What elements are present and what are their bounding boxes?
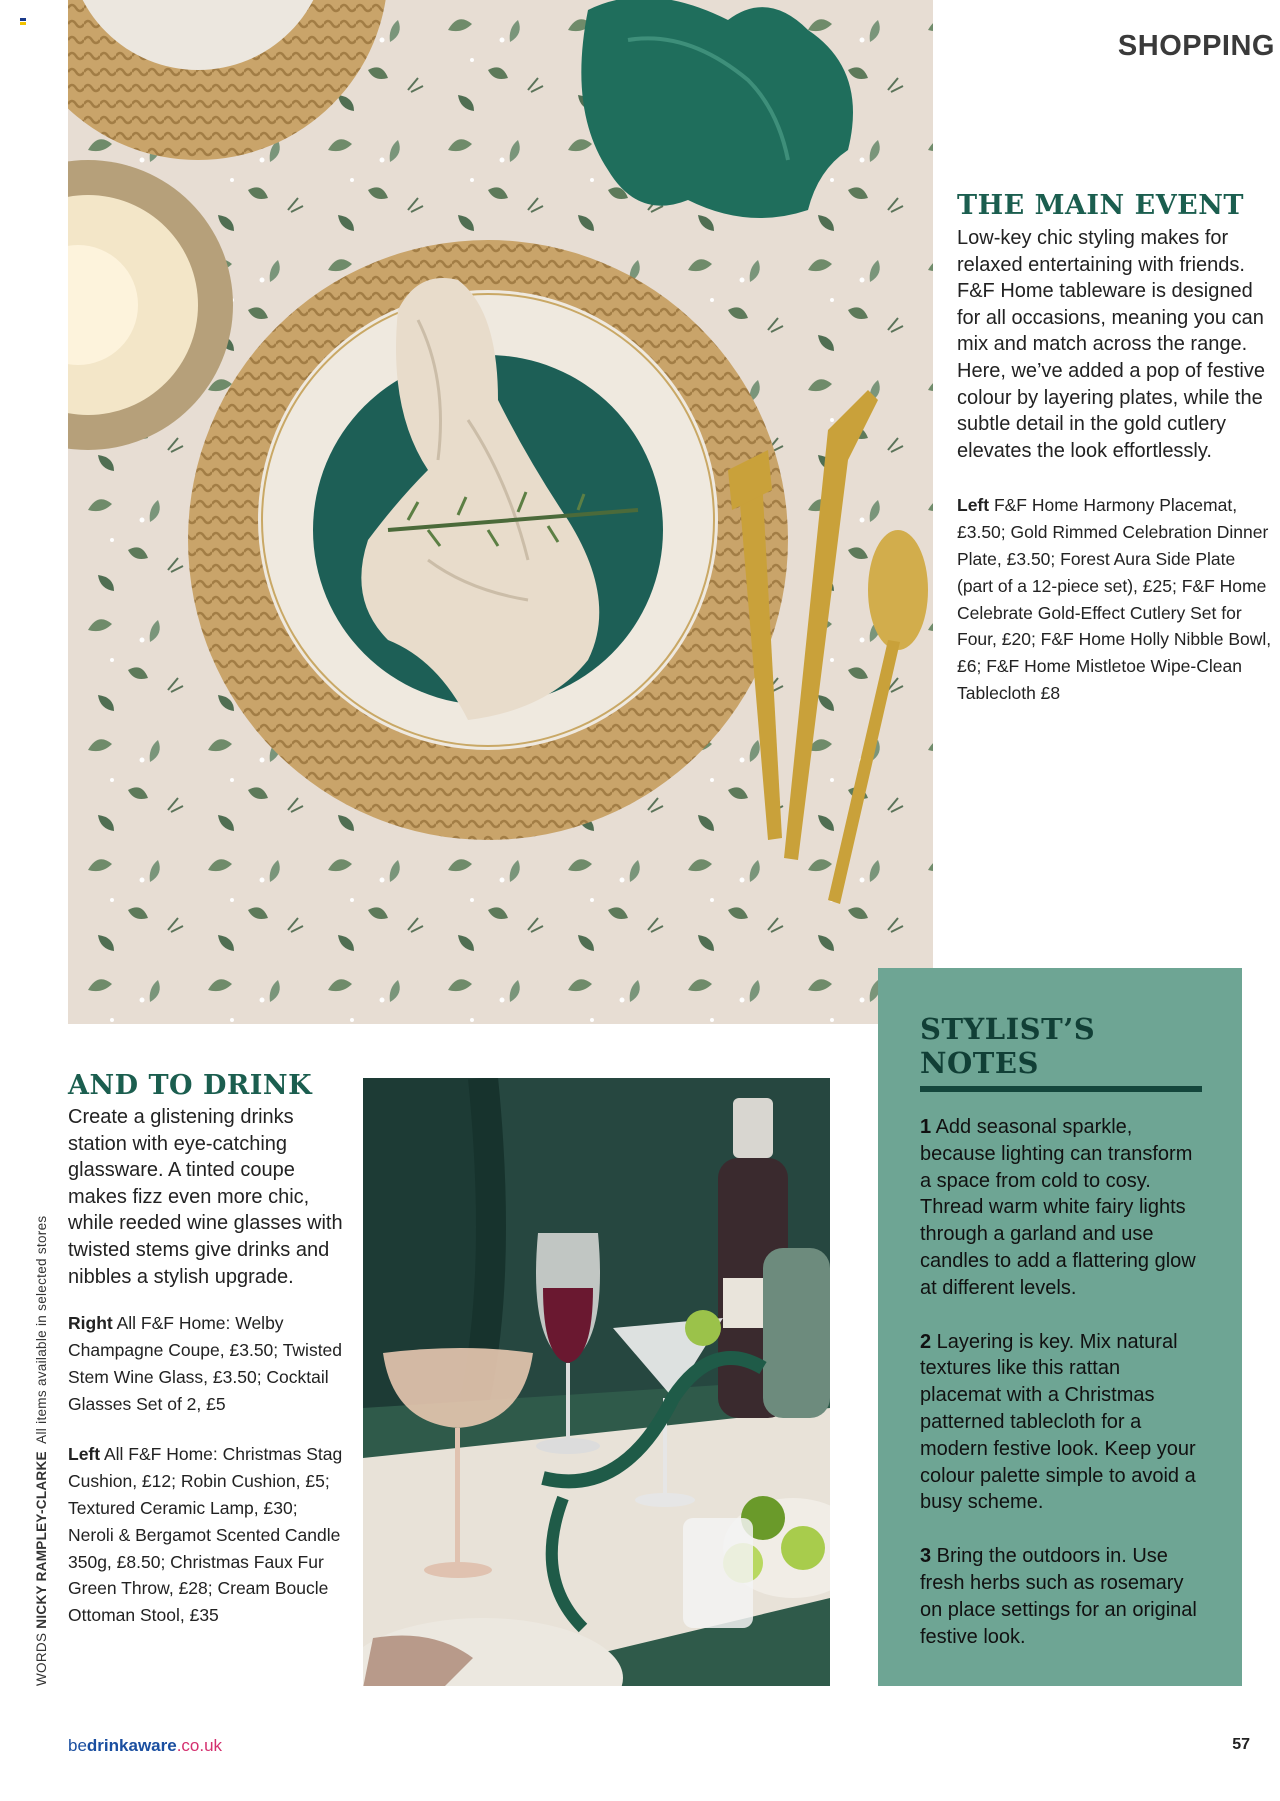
words-label: WORDS: [34, 1632, 49, 1686]
note-item: [920, 1114, 1202, 1302]
page-number: 57: [1232, 1736, 1250, 1753]
note-number: 2: [920, 1330, 932, 1353]
availability-note: All items available in selected stores: [34, 1215, 49, 1444]
credit-lead: Left: [957, 495, 990, 516]
section-label: SHOPPING: [1117, 30, 1275, 62]
note-number: 3: [920, 1545, 932, 1568]
drink-body: Create a glistening drinks station with eye-catching glassware. A tinted coupe makes fizz even more chic, while reeded wine glasses with twisted stems give drinks and nibbles a stylish upgrade.: [68, 1106, 343, 1288]
notes-heading: STYLIST’S NOTES: [920, 1012, 1202, 1092]
logo-domain: .co.uk: [176, 1736, 223, 1755]
main-event-body: Low-key chic styling makes for relaxed entertaining with friends. F&F Home tableware is designed for all occasions, meaning you can mix and match across the range. Here, we’ve added a pop of festive colour by layering plates, while the subtle detail in the gold cutlery elevates the look effortlessly.: [957, 227, 1265, 462]
credit-text: All F&F Home: Welby Champagne Coupe, £3.50; Twisted Stem Wine Glass, £3.50; Cocktail Glasses Set of 2, £5: [68, 1313, 343, 1414]
note-item: [920, 1329, 1202, 1517]
note-text: Layering is key. Mix natural textures like this rattan placemat with a Christmas patterned tablecloth for a modern festive look. Keep your colour palette simple to avoid a busy scheme.: [920, 1330, 1196, 1514]
author-name: NICKY RAMPLEY-CLARKE: [34, 1451, 49, 1629]
credit-lead: Right: [68, 1313, 113, 1334]
main-event-heading: THE MAIN EVENT: [957, 190, 1245, 221]
main-event-article: [957, 190, 1272, 707]
drinkaware-link[interactable]: [68, 1736, 222, 1756]
drink-article: [68, 1070, 348, 1629]
note-text: Bring the outdoors in. Use fresh herbs such as rosemary on place settings for an original festive look.: [920, 1545, 1197, 1648]
drink-credit-left: [68, 1441, 348, 1629]
stylists-notes-panel: [878, 968, 1242, 1686]
credit-text: All F&F Home: Christmas Stag Cushion, £12; Robin Cushion, £5; Textured Ceramic Lamp, £30; Neroli & Bergamot Scented Candle 350g, £8.50; Christmas Faux Fur Green Throw, £28; Cream Boucle Ottoman Stool, £35: [68, 1444, 343, 1626]
drinks-photo: [363, 1078, 830, 1686]
table-setting-photo: [68, 0, 933, 1024]
side-credit: [34, 1216, 49, 1686]
note-text: Add seasonal sparkle, because lighting can transform a space from cold to cosy. Thread warm white fairy lights through a garland and use candles to add a flattering glow at different levels.: [920, 1116, 1196, 1299]
note-item: [920, 1543, 1202, 1650]
logo-drinkaware: drinkaware: [86, 1736, 177, 1755]
drinks-illustration: [363, 1078, 830, 1686]
credit-text: F&F Home Harmony Placemat, £3.50; Gold Rimmed Celebration Dinner Plate, £3.50; Forest Aura Side Plate (part of a 12-piece set), £25; F&F Home Celebrate Gold-Effect Cutlery Set for Four, £20; F&F Home Holly Nibble Bowl, £6; F&F Home Mistletoe Wipe-Clean Tablecloth £8: [957, 495, 1272, 703]
flag-icon: [20, 18, 26, 28]
note-number: 1: [920, 1116, 932, 1138]
drink-credit-right: [68, 1310, 348, 1417]
logo-be: be: [68, 1736, 87, 1755]
drink-heading: AND TO DRINK: [68, 1070, 313, 1101]
main-event-credit: [957, 492, 1272, 706]
credit-lead: Left: [68, 1444, 101, 1465]
table-setting-illustration: [68, 0, 933, 1024]
